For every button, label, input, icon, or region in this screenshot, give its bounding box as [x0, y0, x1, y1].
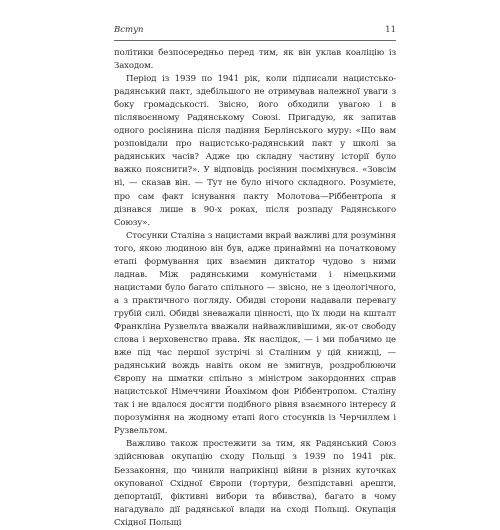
paragraph: Важливо також простежити за тим, як Радянський Союз здійснював окупацію сходу Польщі з 1939 по 1941 рік. Беззаконня, що чинили наприкінці війни в різних куточках окупованої Східної Європи (тортури, безпідставні арешти, депортації, фіктивні вибори та вбивства), багато в чому нагадувало дії радянської влади на сході Польщі. Окупація Східної Польщі: [114, 439, 396, 528]
paragraph: Стосунки Сталіна з нацистами вкрай важливі для розуміння того, якою людиною він був, адже принаймні на початковому етапі формування цих взаємин диктатор чудово з ними ладнав. Між радянськими комуністами і німецькими нацистами було багато спільного — звісно, не з ідеологічного, а з практичного погляду. Обидві сторони надавали перевагу грубій силі. Обидві зневажали цінності, що їх люди на кшталт Франкліна Рузвельта вважали найважливішими, як-от свободу слова і верховенство права. Як наслідок, — і ми побачимо це вже під час першої зустрічі зі Сталіним у цій книжці, — радянський вождь навіть оком не змигнув, роздроблюючи Європу на шматки спільно з міністром закордонних справ нацистської Німеччини Йоахімом фон Ріббентропом. Сталіну так і не вдалося досягти подібного рівня взаємного інтересу й порозуміння на жодному етапі його стосунків із Черчиллем і Рузвельтом.: [114, 230, 396, 437]
paragraph: політики безпосередньо перед тим, як він уклав коаліцію із Заходом.: [114, 48, 396, 72]
page-number: 11: [385, 25, 396, 35]
paragraph: Період із 1939 по 1941 рік, коли підписали нацистсько-радянський пакт, здебільшого не отримував належної уваги з боку громадськості. Звісно, його обходили увагою і в післявоєнному Радянському Союзі. Пригадую, як запитав одного росіянина після падіння Берлінського муру: «Що вам розповідали про нацистсько-радянський пакт у школі за радянських часів? Адже цю складну частину історії було важко пояснити?». У відповідь росіянин посміхнувся. «Зовсім ні, — сказав він. — Тут не було нічого складного. Розумієте, про сам факт існування пакту Молотова—Ріббентропа я дізнався лише в 90-х роках, після розпаду Радянського Союзу».: [114, 74, 396, 228]
book-page: [114, 24, 396, 528]
running-head: [114, 24, 396, 41]
body-text: [114, 47, 396, 530]
section-title: Вступ: [114, 25, 144, 35]
